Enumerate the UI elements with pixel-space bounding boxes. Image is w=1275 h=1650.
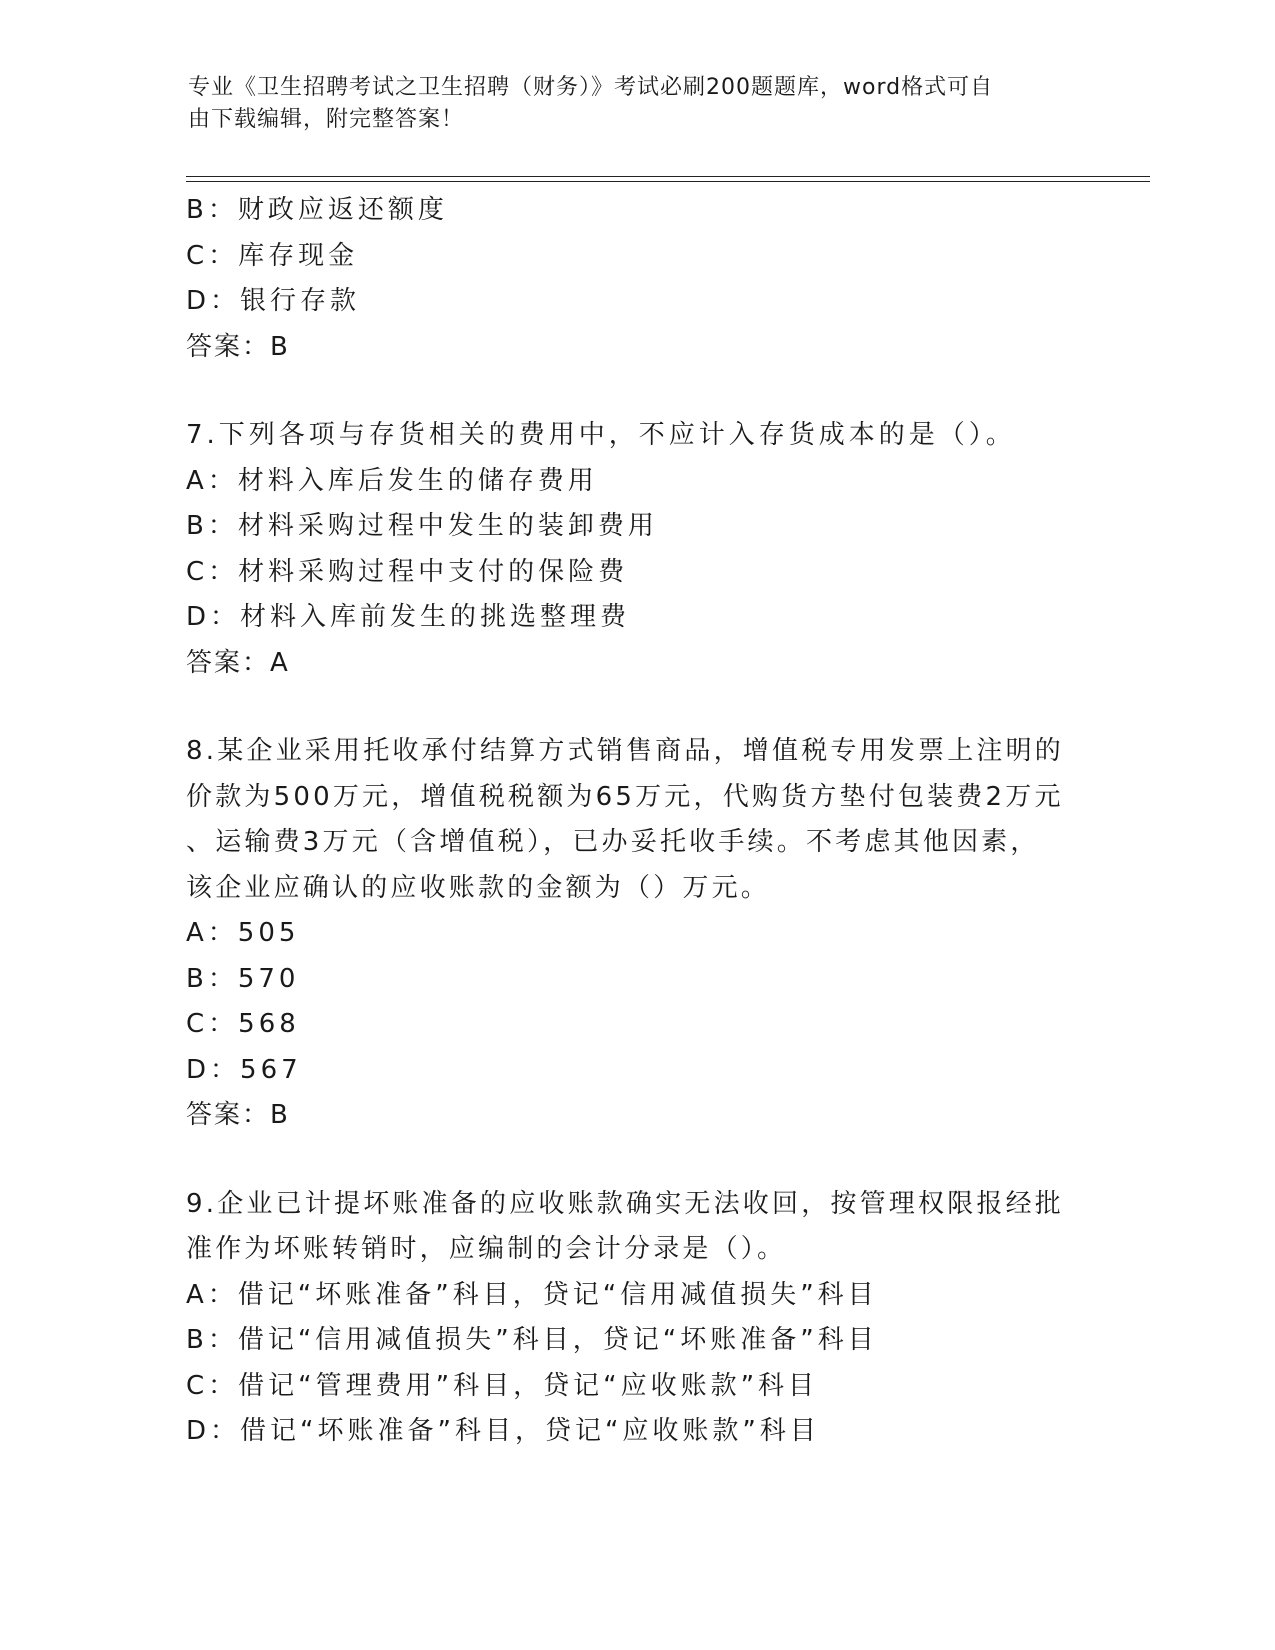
question-title-line: 价款为500万元，增值税税额为65万元，代购货方垫付包装费2万元 xyxy=(186,781,1064,812)
header-line-1: 专业《卫生招聘考试之卫生招聘（财务）》考试必刷200题题库，word格式可自 xyxy=(188,75,994,100)
option-c: C：借记“管理费用”科目，贷记“应收账款”科目 xyxy=(186,1370,819,1401)
header-divider-bottom xyxy=(186,181,1150,182)
option-d: D：借记“坏账准备”科目，贷记“应收账款”科目 xyxy=(186,1416,820,1446)
header-line-2: 由下载编辑，附完整答案！ xyxy=(188,107,465,132)
answer: 答案：B xyxy=(186,1100,290,1130)
question-title-line: 9.企业已计提坏账准备的应收账款确实无法收回，按管理权限报经批 xyxy=(186,1188,1065,1219)
question-title-line: 准作为坏账转销时，应编制的会计分录是（）。 xyxy=(186,1234,787,1264)
option-b: B：财政应返还额度 xyxy=(186,195,448,225)
question-title-line: 、运输费3万元（含增值税），已办妥托收手续。不考虑其他因素， xyxy=(186,827,1040,857)
option-d: D：银行存款 xyxy=(186,286,361,316)
question-title: 7.下列各项与存货相关的费用中，不应计入存货成本的是（）。 xyxy=(186,420,1016,450)
question-9 xyxy=(186,1182,1086,1455)
document-body xyxy=(186,188,1086,1455)
option-c: C：材料采购过程中支付的保险费 xyxy=(186,556,629,587)
option-a: A：借记“坏账准备”科目，贷记“信用减值损失”科目 xyxy=(186,1279,878,1310)
previous-question xyxy=(186,188,1086,370)
option-b: B：材料采购过程中发生的装卸费用 xyxy=(186,511,658,541)
option-a: A：505 xyxy=(186,918,300,948)
option-b: B：借记“信用减值损失”科目，贷记“坏账准备”科目 xyxy=(186,1325,878,1355)
option-b: B：570 xyxy=(186,963,300,994)
question-title-line: 8.某企业采用托收承付结算方式销售商品，增值税专用发票上注明的 xyxy=(186,736,1065,766)
answer: 答案：B xyxy=(186,331,290,362)
option-c: C：568 xyxy=(186,1009,300,1039)
option-d: D：材料入库前发生的挑选整理费 xyxy=(186,602,631,632)
question-8 xyxy=(186,729,1086,1139)
question-title-line: 该企业应确认的应收账款的金额为（）万元。 xyxy=(186,872,771,903)
document-header xyxy=(188,72,1068,136)
header-divider-top xyxy=(186,176,1150,177)
answer: 答案：A xyxy=(186,647,290,678)
option-a: A：材料入库后发生的储存费用 xyxy=(186,465,598,496)
question-7 xyxy=(186,413,1086,686)
option-c: C：库存现金 xyxy=(186,240,359,271)
option-d: D：567 xyxy=(186,1054,302,1085)
